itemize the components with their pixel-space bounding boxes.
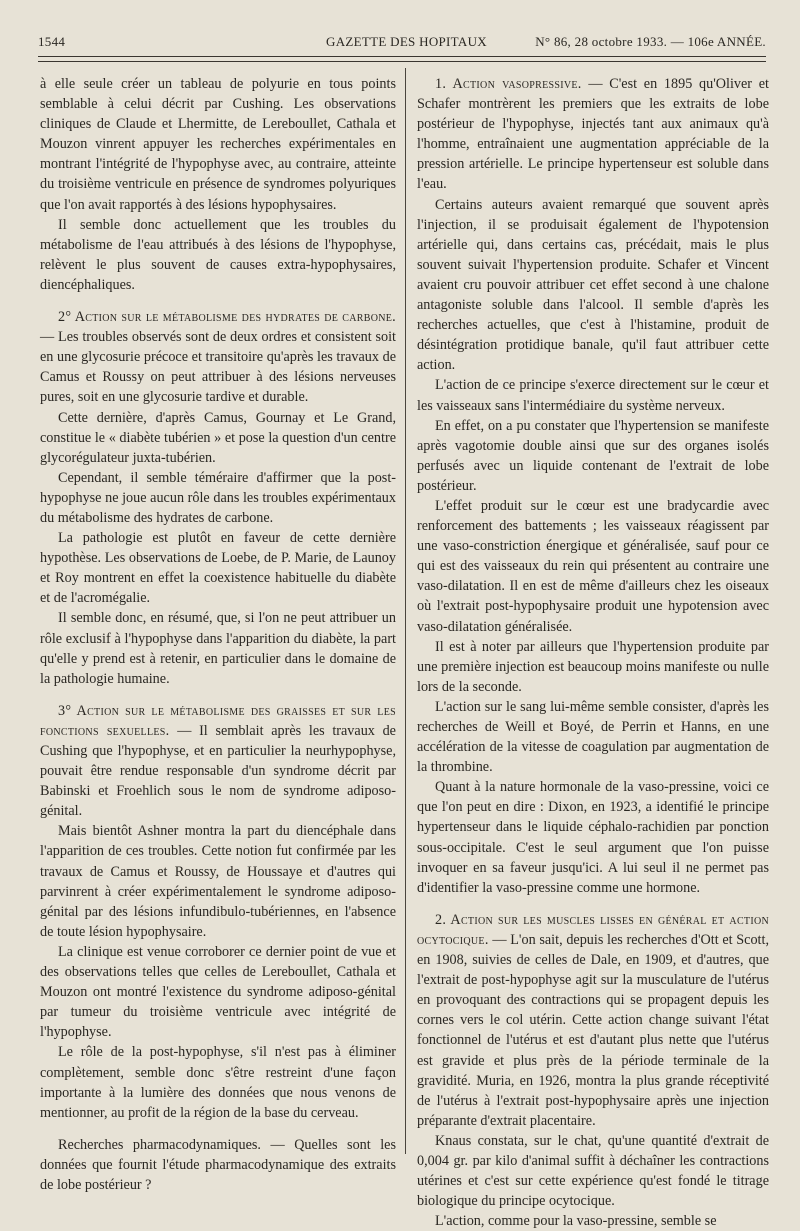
column-divider	[405, 68, 406, 1154]
section-paragraph	[417, 910, 769, 1131]
paragraph: L'effet produit sur le cœur est une bradycardie avec renforcement des battements ; les vaisseaux réagissent par une vaso-constriction énergique et généralisée, sauf pour ce qui est des vaisseaux du rein qui présentent au contraire une vaso-dilatation. Il en est de même d'ailleurs chez les oiseaux où l'extrait post-hypophysaire produit une hypotension avec vaso-dilatation généralisée.	[417, 497, 769, 635]
section-heading: Recherches pharmacodynamiques.	[58, 1136, 261, 1153]
paragraph: Le rôle de la post-hypophyse, s'il n'est pas à éliminer complètement, semble donc s'être restreint d'une façon importante à la lumière des données que nous venons de mentionner, au profit de la région de la base du cerveau.	[40, 1044, 396, 1121]
section-paragraph	[417, 74, 769, 195]
paragraph: Knaus constata, sur le chat, qu'une quantité d'extrait de 0,004 gr. par kilo d'animal suffit à déchaîner les contractions utérines et c'est sur cette expérience qu'est fondé le titrage biologique du principe ocytocique.	[417, 1132, 769, 1210]
section-heading: 2. Action sur les muscles lisses en général et action ocytocique.	[417, 911, 769, 948]
section-text: — C'est en 1895 qu'Oliver et Schafer montrèrent les premiers que les extraits de lobe postérieur de l'hypophyse, injectés tant aux animaux qu'à l'homme, entraînaient une augmentation appréciable de la pression artérielle. Le principe hypertenseur est soluble dans l'eau.	[417, 76, 769, 193]
header-rule-top	[38, 56, 766, 57]
paragraph: L'action sur le sang lui-même semble consister, d'après les recherches de Weill et Boyé, de Perrin et Hanns, en une accélération de la vitesse de coagulation par augmentation de la thrombine.	[417, 698, 769, 776]
section-heading: 3° Action sur le métabolisme des graisses et sur les fonctions sexuelles.	[40, 702, 396, 739]
paragraph: Mais bientôt Ashner montra la part du diencéphale dans l'apparition de ces troubles. Cette notion fut confirmée par les travaux de Camus et Roussy, de Houssaye et d'autres qui parvinrent à créer expérimentalement le syndrome adiposo-génital par des lésions infundibulo-tubériennes, en l'absence de toute lésion hypophysaire.	[40, 823, 396, 940]
section-paragraph	[40, 307, 396, 407]
page-header	[38, 30, 766, 54]
paragraph: L'action de ce principe s'exerce directement sur le cœur et les vaisseaux sans l'intermédiaire du système nerveux.	[417, 377, 769, 414]
paragraph: La clinique est venue corroborer ce dernier point de vue et des observations telles que celles de Lereboullet, Cathala et Mouzon ont montré l'existence du syndrome adiposo-génital par tumeur du troisième ventricule avec intégrité de l'hypophyse.	[40, 943, 396, 1041]
section-paragraph	[40, 1135, 396, 1195]
paragraph: L'action, comme pour la vaso-pressine, semble se	[435, 1213, 717, 1230]
right-column	[417, 74, 769, 1230]
journal-title: GAZETTE DES HOPITAUX	[326, 34, 487, 49]
left-column	[40, 74, 396, 1193]
section-text: — Il semblait après les travaux de Cushing que l'hypophyse, et en particulier la neurhypophyse, pouvait être rendue responsable d'un syndrome décrit par Babinski et Froehlich sous le nom de syndrome adiposo-génital.	[40, 722, 396, 820]
header-rule-bottom	[38, 61, 766, 62]
paragraph: à elle seule créer un tableau de polyurie en tous points semblable à celui décrit par Cushing. Les observations cliniques de Claude et Lhermitte, de Lereboullet, Cathala et Mouzon vinrent appuyer les recherches expérimentales en montrant l'intégrité de l'hypophyse avec, au contraire, atteinte du troisième ventricule en présence de syndromes polyuriques que l'on avait rapportés à des lésions hypophysaires.	[40, 76, 396, 213]
paragraph: Cette dernière, d'après Camus, Gournay et Le Grand, constitue le « diabète tubérien » et pose la question d'un centre glycorégulateur juxta-tubérien.	[40, 409, 396, 466]
paragraph: Il semble donc actuellement que les troubles du métabolisme de l'eau attribués à des lésions de l'hypophyse, relèvent le plus souvent de causes extra-hypophysaires, diencéphaliques.	[40, 216, 396, 293]
section-heading: 2° Action sur le métabolisme des hydrates de carbone.	[58, 309, 396, 326]
page-number: 1544	[38, 34, 66, 49]
paragraph: Certains auteurs avaient remarqué que souvent après l'injection, il se produisait également de l'hypotension artérielle qui, dans certains cas, précédait, mais le plus souvent suivait l'hypertension produite. Schafer et Vincent avaient cru pouvoir attribuer cet effet second à une chalone antagoniste soluble dans l'alcool. Il semble d'après les recherches actuelles, que c'est à l'histamine, produit de désintégration protidique banale, qu'il faut attribuer cette action.	[417, 196, 769, 374]
paragraph: En effet, on a pu constater que l'hypertension se manifeste après vagotomie double ainsi que sur des organes isolés perfusés avec un liquide contenant de l'extrait de lobe postérieur.	[417, 417, 769, 494]
paragraph: La pathologie est plutôt en faveur de cette dernière hypothèse. Les observations de Loebe, de P. Marie, de Launoy et Roy montrent en effet la coexistence habituelle du diabète et de l'acromégalie.	[40, 530, 396, 607]
paragraph: Il semble donc, en résumé, que, si l'on ne peut attribuer un rôle exclusif à l'hypophyse dans l'apparition du diabète, la part qu'elle y prend est à retenir, en particulier dans le domaine de la pathologie humaine.	[40, 610, 396, 687]
paragraph: Quant à la nature hormonale de la vaso-pressine, voici ce que l'on peut en dire : Dixon, en 1923, a identifié le principe hypertenseur dans le liquide céphalo-rachidien par ponction sous-occipitale. C'est le seul argument que l'on puisse invoquer en sa faveur jusqu'ici. A lui seul il ne permet pas d'identifier la vaso-pressine comme une hormone.	[417, 779, 769, 896]
section-text: — Quelles sont les données que fournit l'étude pharmacodynamique des extraits de lobe postérieur ?	[40, 1136, 396, 1193]
section-heading: 1. Action vasopressive.	[435, 76, 582, 92]
paragraph: Il est à noter par ailleurs que l'hypertension produite par une première injection est beaucoup moins manifeste ou nulle lors de la seconde.	[417, 638, 769, 695]
section-paragraph	[40, 701, 396, 822]
issue-info: N° 86, 28 octobre 1933. — 106e ANNÉE.	[535, 34, 766, 49]
paragraph: Cependant, il semble téméraire d'affirmer que la post-hypophyse ne joue aucun rôle dans les troubles expérimentaux du métabolisme des hydrates de carbone.	[40, 469, 396, 526]
section-text: — L'on sait, depuis les recherches d'Ott et Scott, en 1908, suivies de celles de Dale, en 1909, et d'autres, que l'extrait de post-hypophyse agit sur la musculature de l'utérus en provoquant des contractions qui se propagent depuis les cornes vers le col utérin. Cette action change suivant l'état fonctionnel de l'utérus et est d'autant plus nette que l'utérus est gravide et plus près de la période terminale de la gravidité. Muria, en 1926, montra la plus grande réceptivité de l'utérus à l'extrait post-hypophysaire après une injection préparante d'extrait placentaire.	[417, 931, 769, 1129]
section-text: — Les troubles observés sont de deux ordres et consistent soit en une glycosurie précoce et transitoire qu'après les travaux de Camus et Roussy on peut attribuer à des lésions nerveuses pures, soit en une glycosurie tardive et durable.	[40, 329, 396, 406]
